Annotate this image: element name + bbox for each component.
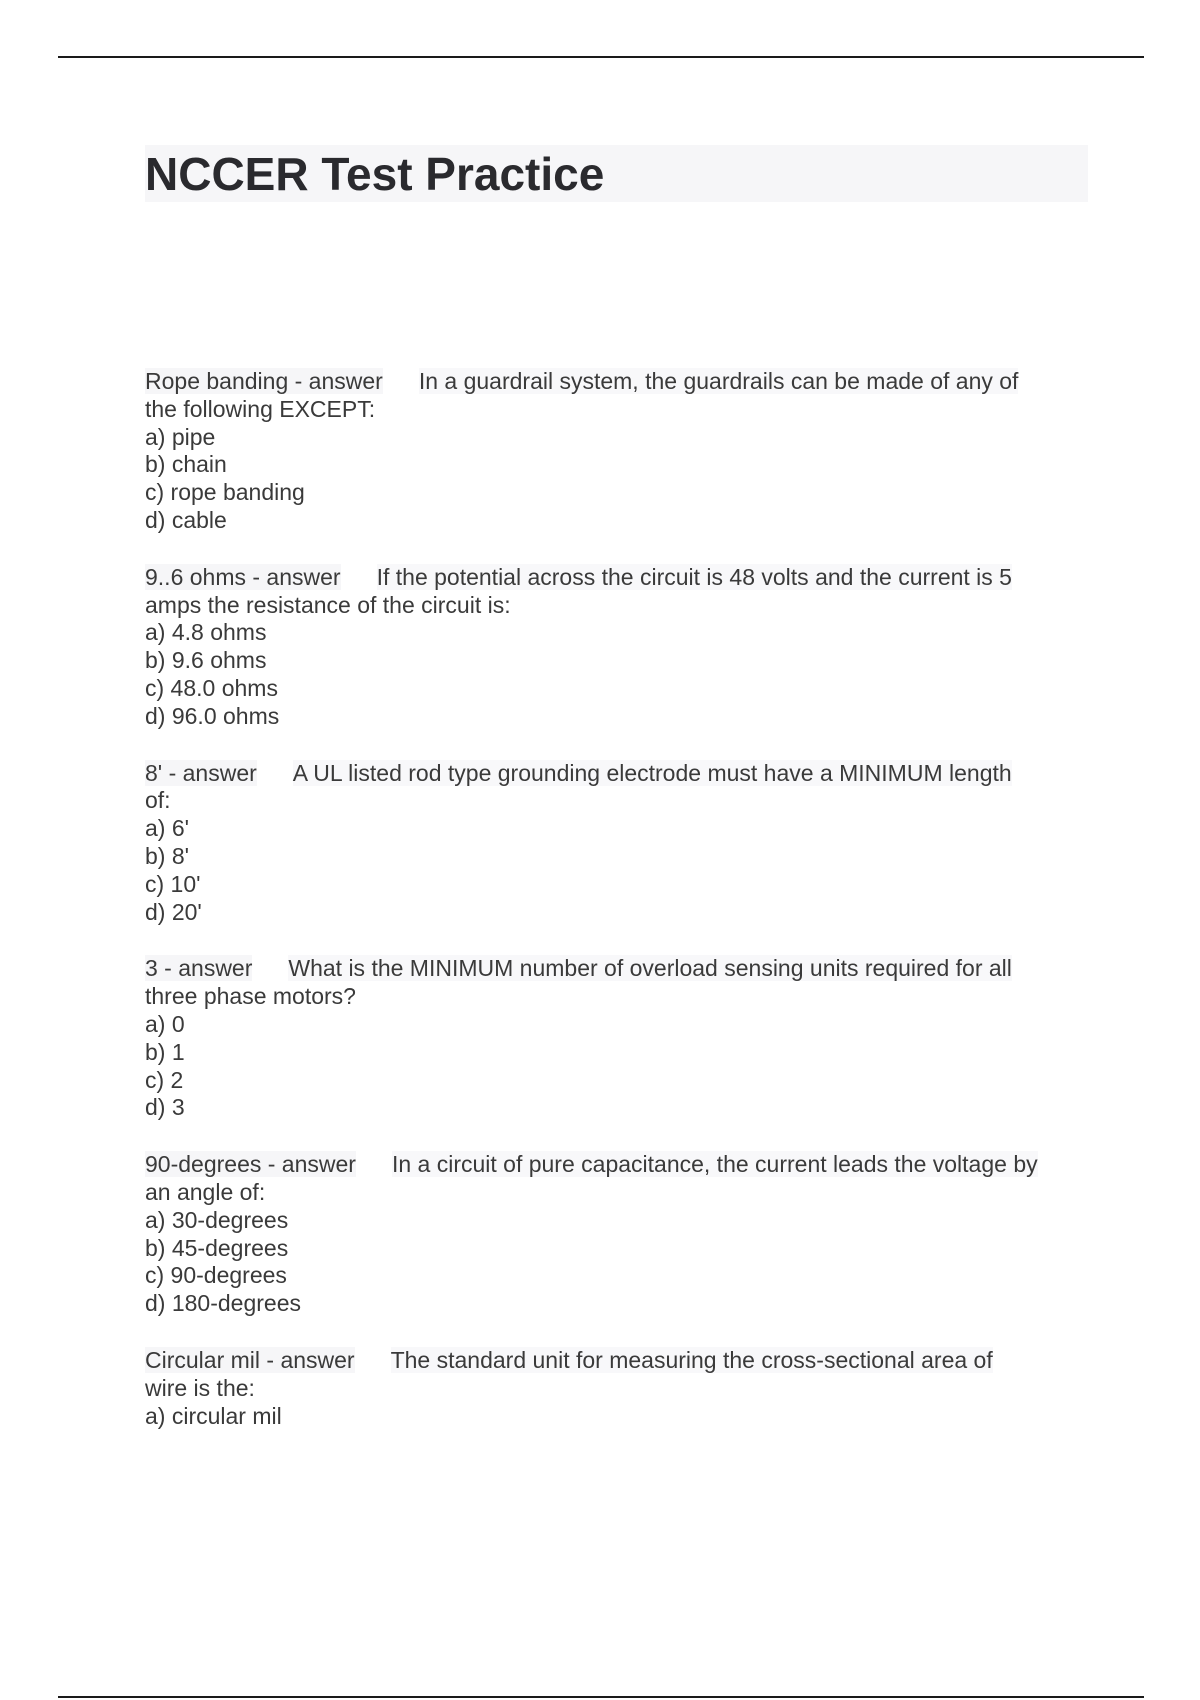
page-title: NCCER Test Practice (145, 148, 605, 200)
question-text: The standard unit for measuring the cross-sectional area of (390, 1346, 993, 1373)
question-first-line (145, 1347, 1095, 1375)
option-b: b) 8' (145, 842, 190, 869)
option-d: d) 3 (145, 1094, 185, 1121)
question-text: A UL listed rod type grounding electrode must have a MINIMUM length (292, 759, 1012, 786)
option-c: c) 10' (145, 870, 201, 897)
option-b: b) chain (145, 451, 227, 478)
question-text: If the potential across the circuit is 48 volts and the current is 5 (376, 563, 1012, 590)
question-text: What is the MINIMUM number of overload sensing units required for all (288, 955, 1012, 982)
answer-text: Rope banding - answer (145, 368, 383, 394)
option-d: d) cable (145, 506, 227, 533)
answer-text: Circular mil - answer (145, 1346, 355, 1373)
question-text: In a circuit of pure capacitance, the current leads the voltage by (391, 1151, 1038, 1178)
question-text-continued: the following EXCEPT: (145, 395, 376, 422)
question-item (145, 564, 1095, 731)
question-text-continued: wire is the: (145, 1374, 255, 1401)
option-a: a) 4.8 ohms (145, 619, 267, 646)
question-item (145, 955, 1095, 1122)
question-first-line (145, 1151, 1095, 1179)
question-text-continued: three phase motors? (145, 983, 356, 1010)
question-text: In a guardrail system, the guardrails can be made of any of (418, 368, 1019, 394)
option-c: c) 90-degrees (145, 1262, 287, 1289)
question-text-continued: an angle of: (145, 1178, 266, 1205)
option-b: b) 1 (145, 1038, 185, 1065)
question-text-continued: of: (145, 787, 171, 814)
question-text-continued: amps the resistance of the circuit is: (145, 591, 511, 618)
option-a: a) 0 (145, 1010, 185, 1037)
option-a: a) pipe (145, 423, 216, 450)
option-b: b) 9.6 ohms (145, 647, 267, 674)
question-item (145, 760, 1095, 927)
title-block (145, 145, 1088, 202)
question-item (145, 1347, 1095, 1430)
option-d: d) 20' (145, 898, 202, 925)
option-d: d) 180-degrees (145, 1290, 301, 1317)
bottom-rule (58, 1696, 1144, 1698)
question-first-line (145, 955, 1095, 983)
answer-text: 90-degrees - answer (145, 1151, 356, 1178)
question-first-line (145, 760, 1095, 788)
option-a: a) 6' (145, 815, 190, 842)
question-list (145, 368, 1095, 1459)
question-first-line (145, 368, 1095, 396)
option-c: c) 48.0 ohms (145, 674, 278, 701)
option-d: d) 96.0 ohms (145, 702, 280, 729)
option-a: a) 30-degrees (145, 1206, 289, 1233)
answer-text: 3 - answer (145, 955, 253, 982)
top-rule (58, 56, 1144, 58)
question-item (145, 368, 1095, 535)
option-c: c) rope banding (145, 479, 305, 506)
question-item (145, 1151, 1095, 1318)
question-first-line (145, 564, 1095, 592)
option-c: c) 2 (145, 1066, 184, 1093)
option-b: b) 45-degrees (145, 1234, 289, 1261)
option-a: a) circular mil (145, 1402, 282, 1429)
answer-text: 8' - answer (145, 759, 257, 786)
answer-text: 9..6 ohms - answer (145, 563, 341, 590)
